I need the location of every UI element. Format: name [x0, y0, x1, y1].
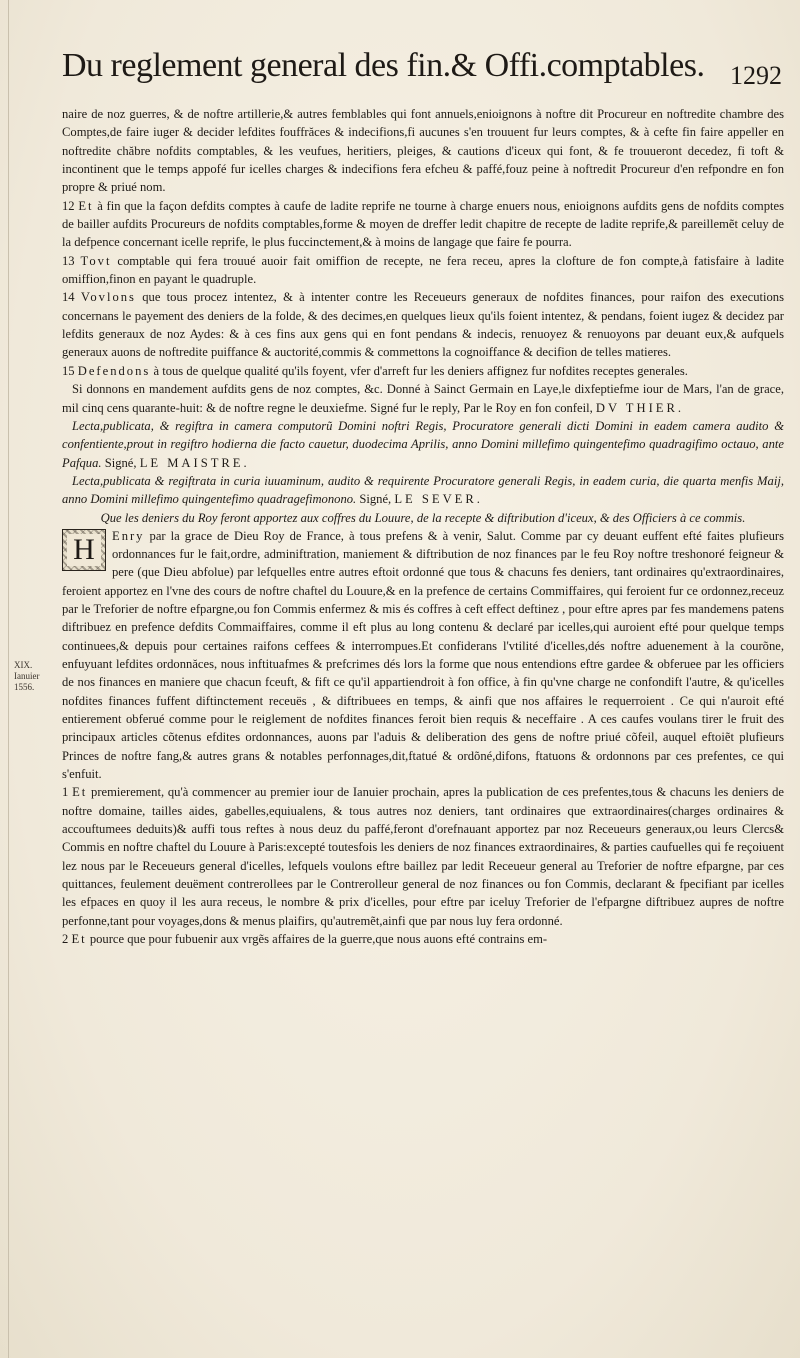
edict-first-word: Enry — [112, 528, 145, 543]
edict-text: par la grace de Dieu Roy de France, à tous prefens & à venir, Salut. Comme par cy deuant euffent efté faites plufieurs ordonnances fur le fait,ordre, adminiftration, maniement & diftribution de noz finances par le feu Roy noftre treshonoré feigneur & pere (que Dieu abfolue) par lefquelles entre autres eftoit ordonné que tous & chacuns fes deniers, tant ordinaires qu'extraordinaires, feroient apportez en l'vne des cours de noftre chaftel du Louure,& en la prefence de certains Commiffaires, qui feroient fur ce ordonnez,receuz par le Treforier de noftre efpargne,ou fon Commis enfermez & mis és coffres à ceft effect deftinez , pour eftre apres par fes mandemens patens diftribuez en prefence defdits Commaiffaires, comme il eft plus au long contenu & declaré par icelles,qui auroient efté pour quelque temps continuees,& depuis pour certaines raifons ceffees & interrompues.Et confiderans l'vtilité d'icelles,dés noftre aduenement à la courõne, enfuyuant lefdites ordonnăces, nous inftituafmes & prefcrimes dés lors la forme que nous entendions eftre gardee & obferuee par les officiers de nos finances en maniere que chacun fceuft, & fift ce qu'il appartiendroit à fon office, à fin qu'vne charge ne confondift l'autre, & qu'icelles nofdites finances fuffent diftinctement receuës , & diftribuees en temps, & ainfi que nos affaires le requerroient . Ce qui n'auroit efté entierement obferué comme pour le reiglement de nofdites finances feroit bien requis & neceffaire . A ces caufes voulans tirer le fruit des principaux articles cõtenus efdites ordonnances, auons par l'aduis & deliberation des gens de noftre priué cõfeil, auquel eftoiẽt plufieurs Princes de noftre fang,& autres grans & notables perfonnages,dit,ftatué & ordõné,difons, ftatuons & ordonnons par ces prefentes, ce qui s'enfuit. — [62, 528, 784, 782]
article-number: 1 — [62, 785, 69, 800]
article-first-word: Et — [78, 198, 94, 213]
mandement-text: Si donnons en mandement aufdits gens de noz comptes, &c. Donné à Sainct Germain en Laye,le dixfeptiefme iour de Mars, l'an de grace, mil cinq cens quarante-huit: & de noftre regne le deuxiefme. Signé fur le reply, Par le Roy en fon confeil, — [62, 382, 784, 415]
section-rubric: Que les deniers du Roy feront apportez aux coffres du Louure, de la recepte & diftribution d'iceux, & des Officiers à ce commis. — [100, 510, 746, 525]
registration-1 — [62, 417, 784, 472]
article-text: comptable qui fera trouué auoir fait omiffion de recepte, ne fera receu, apres la clofture de fon compte,à fatisfaire à ladite omiffion,finon en payant le quadruple. — [62, 253, 784, 287]
mandement — [62, 380, 784, 417]
signature-du-thier: DV THIER. — [595, 400, 685, 415]
signature-le-maistre: LE MAISTRE. — [139, 455, 250, 470]
edict-article-1 — [62, 783, 784, 930]
article-number: 14 — [62, 290, 75, 305]
registration-latin: Lecta,publicata & regiftrata in curia iuuaminum, audito & requirente Procuratore generali Regis, in eadem curia, die quarta menfis Maij, anno Domini millefimo quingentefimo quadragefimonono. — [62, 473, 784, 507]
page-header — [62, 42, 786, 100]
article-first-word: Et — [72, 785, 88, 800]
running-title: Du reglement general des fin.& Offi.comptables. — [62, 47, 705, 84]
article-first-word: Vovlons — [80, 290, 136, 305]
article-number: 12 — [62, 198, 75, 213]
article-13 — [62, 252, 784, 289]
margin-note-date: XIX. Ianuier 1556. — [14, 660, 40, 692]
decorated-initial — [62, 529, 106, 571]
page-number: 1292 — [730, 61, 782, 90]
article-first-word: Et — [71, 932, 87, 947]
registration-2 — [62, 472, 784, 509]
signature-le-sever: LE SEVER. — [394, 492, 483, 507]
article-14 — [62, 288, 784, 361]
article-text: que tous procez intentez, & à intenter contre les Receueurs generaux de nofdites finances, pour raifon des executions concernans le payement des deniers de la folde, & des decimes,en quelques lieux qu'ils foient intentez, & pendans, foient iugez & decidez par lefdits generaux de noz Aydes: & à ces fins aux gens qui en font pendans & indecis, renuoyez & renuoyons par deuant eux,& aufquels generaux auons de noftredite puiffance & auctorité,commis & commettons la cognoiffance & decifion de telles matieres. — [62, 290, 784, 360]
article-15 — [62, 362, 784, 380]
initial-letter: H — [67, 534, 101, 566]
article-text: premierement, qu'à commencer au premier iour de Ianuier prochain, apres la publication de ces prefentes,tous & chacuns les deniers de noftre domaine, tailles aides, gabelles,equiualens, & tous autres noz deniers, tant ordinaires que extraordinaires(charges ordinaires & accouftumees deduits)& auffi tous reftes à nous deuz du paffé,feront d'orefnauant apportez par noz Receueurs generaux,ou leurs Clercs& Commis en noftre chaftel du Louure à Paris:excepté toutesfois les deniers de noz finances extraordinaires, & parties caufuelles qui fe reçoiuent lez nous par le Receueurs general d'icelles, lefquels voulons eftre baillez par ledit Receueur general au Treforier de noftre efpargne, par ces quittances, feulement deuëment contrerollees par le Contrerolleur general de noz finances ou fon Commis, declarant & fpecifiant par icelles les efpaces en quoy il les aura receus, le nombre & prix d'icelles, pour eftre par iceluy Treforier de l'efpargne diftribuez aupres de noftre perfonne,tant pour voyages,dons & menus plaifirs, qu'autremẽt,ainfi que par nous luy fera ordonné. — [62, 785, 784, 928]
article-text: pource que pour fubuenir aux vrgẽs affaires de la guerre,que nous auons efté contrains em- — [89, 932, 548, 947]
signe-label: Signé, — [359, 492, 392, 507]
body-text — [62, 105, 784, 948]
article-number: 13 — [62, 253, 75, 268]
article-number: 15 — [62, 363, 75, 378]
edict-article-2 — [62, 930, 784, 948]
registration-latin: Lecta,publicata, & regiftra in camera computorũ Domini noftri Regis, Procuratore generali dicti Domini in eadem camera audito & confentiente,prout in regiftro hodierna die facto cauetur, duodecima Aprilis, anno Domini millefimo quingentefimo quadragifimo octauo, ante Pafqua. — [62, 418, 784, 470]
article-number: 2 — [62, 932, 69, 947]
article-text: à tous de quelque qualité qu'ils foyent, vfer d'arreft fur les deniers affignez fur nofdites receptes generales. — [153, 363, 688, 378]
article-first-word: Defendons — [77, 363, 151, 378]
edict-opening — [62, 527, 784, 784]
paragraph-intro: naire de noz guerres, & de noftre artillerie,& autres femblables qui font annuels,enioignons à noftre dit Procureur en noftredite chambre des Comptes,de faire iuger & decider lefdites fouffrăces & indecifions,fi aucunes s'en trouuent fur leurs comptes, & à cefte fin faire appeller en noftredite chăbre nofdits comptables, & les veufues, heritiers, pleiges, & cautions d'iceux qui font, & fe trouueront decedez, fi toft & incontinent que le temps appofé fur icelles charges & indecifions fera efcheu & paffé,fouz peine à noftredit Procureur d'en refpondre en fon propre & priué nom. — [62, 107, 784, 195]
left-margin-rule — [8, 0, 9, 1358]
article-12 — [62, 197, 784, 252]
signe-label: Signé, — [104, 455, 137, 470]
article-text: à fin que la façon defdits comptes à caufe de ladite reprife ne tourne à charge enuers nous, enioignons aufdits gens de nofdits comptes de bailler aufdits Procureurs de nofdits comptables,forme & moyen de dreffer ledit chapitre de recepte de ladite reprife,& pareillemẽt celuy de la defpence concernant icelle reprife, le plus fuccinctement,& à moins de langage que faire fe pourra. — [62, 198, 785, 250]
article-first-word: Tovt — [80, 253, 112, 268]
